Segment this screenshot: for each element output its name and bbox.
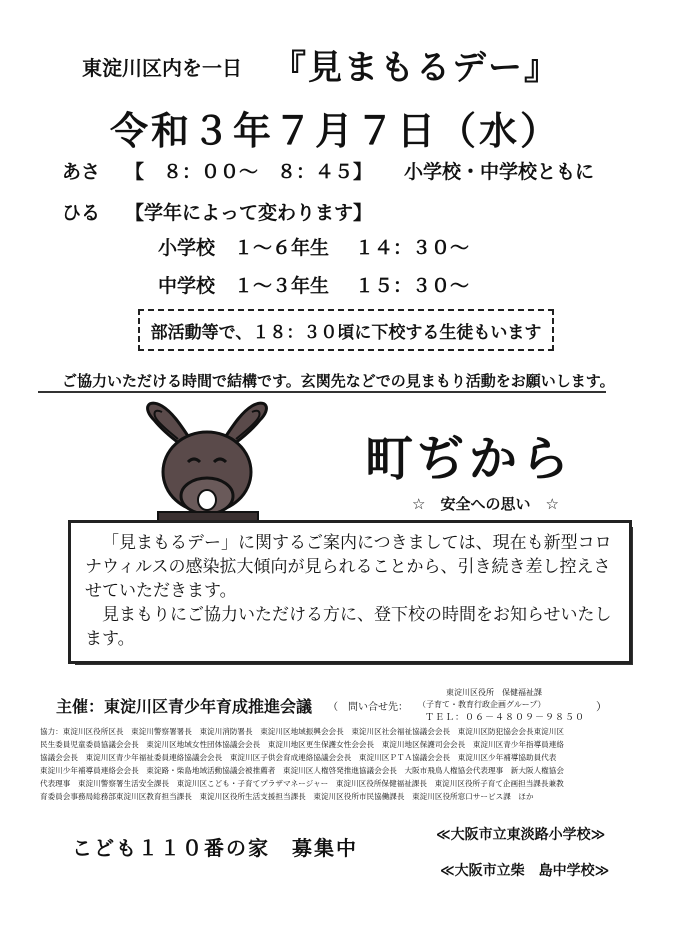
- machi-title: 町ぢから: [365, 431, 574, 487]
- morning-label: あさ: [62, 161, 101, 183]
- noon-label: ひる: [62, 202, 101, 224]
- school-junior: ≪大阪市立柴 島中学校≫: [440, 863, 610, 879]
- school-elementary: ≪大阪市立東淡路小学校≫: [436, 827, 606, 843]
- header-intro: 東淀川区内を一日: [82, 56, 242, 80]
- kodomo-110-recruitment: こども１１０番の家 募集中: [72, 836, 358, 860]
- machi-subtitle: ☆ 安全への思い ☆: [412, 495, 559, 513]
- event-date: 令和３年７月７日（水）: [110, 109, 562, 153]
- host-organizer: 主催：東淀川区青少年育成推進会議: [56, 697, 313, 716]
- noon-note: 【学年によって変わります】: [125, 202, 373, 224]
- notice-box: [68, 520, 632, 664]
- office-name: 東淀川区役所 保健福祉課: [446, 688, 542, 697]
- cooperation-line: 代表理事 東淀川警察署生活安全課長 東淀川区こども・子育てプラザマネージャー 東淀川区役所保健福祉課長 東淀川区役所子育て企画担当課長兼教: [40, 779, 564, 789]
- junior-time: １５：３０～: [355, 275, 470, 297]
- donkey-mascot-icon: [140, 394, 275, 534]
- cooperation-line: 民生委員児童委員協議会会長 東淀川区地域女性団体協議会会長 東淀川地区更生保護女性会会長 東淀川地区保護司会会長 東淀川区青少年指導員連絡: [40, 740, 564, 750]
- notice-paragraph: 「見まもるデー」に関するご案内につきましては、現在も新型コロナウィルスの感染拡大傾向が見られることから、引き続き差し控えさせていただきます。: [85, 533, 612, 601]
- divider: [38, 391, 606, 393]
- elementary-grade-label: 小学校 １～６年生: [158, 237, 330, 259]
- cooperation-list: [40, 725, 655, 804]
- notice-text: [85, 531, 621, 651]
- club-activity-note: [138, 309, 554, 351]
- club-activity-text: 部活動等で、１８：３０頃に下校する生徒もいます: [150, 322, 542, 343]
- cooperation-line: 協力：東淀川区役所区長 東淀川警察署署長 東淀川消防署長 東淀川区地域振興会会長 東淀川区社会福祉協議会会長 東淀川区防犯協会会長東淀川区: [40, 727, 564, 736]
- notice-paragraph: 見まもりにご協力いただける方に、登下校の時間をお知らせいたします。: [85, 605, 612, 649]
- elementary-time: １４：３０～: [355, 237, 470, 259]
- inquiry-close: ）: [596, 700, 607, 713]
- inquiry-label: （ 問い合せ先：: [328, 702, 408, 713]
- morning-time: 【 ８：００～ ８：４５】: [125, 161, 373, 183]
- morning-scope: 小学校・中学校ともに: [404, 161, 595, 183]
- thanks-message: ご協力いただける時間で結構です。玄関先などでの見まもり活動をお願いします。: [62, 372, 615, 390]
- cooperation-line: 東淀川少年補導員連絡会会長 東淀路・柴島地域活動協議会被推薦者 東淀川区人権啓発推進協議会会長 大阪市飛鳥人権協会代表理事 新大阪人権協会: [40, 766, 564, 776]
- event-title: 『見まもるデー』: [272, 48, 560, 88]
- junior-grade-label: 中学校 １～３年生: [158, 275, 330, 297]
- office-phone: ＴＥＬ：０６－４８０９－９８５０: [425, 713, 586, 723]
- cooperation-line: 協議会会長 東淀川区青少年福祉委員連絡協議会会長 東淀川区子供会育成連絡協議会会長 東淀川区ＰＴＡ協議会会長 東淀川区少年補導協助員代表: [40, 753, 557, 763]
- cooperation-line: 育委員会事務局総務部東淀川区教育担当課長 東淀川区役所生活支援担当課長 東淀川区役所市民協働課長 東淀川区役所窓口サービス課 ほか: [40, 792, 534, 802]
- office-dept: （子育て・教育行政企画グループ）: [418, 700, 546, 709]
